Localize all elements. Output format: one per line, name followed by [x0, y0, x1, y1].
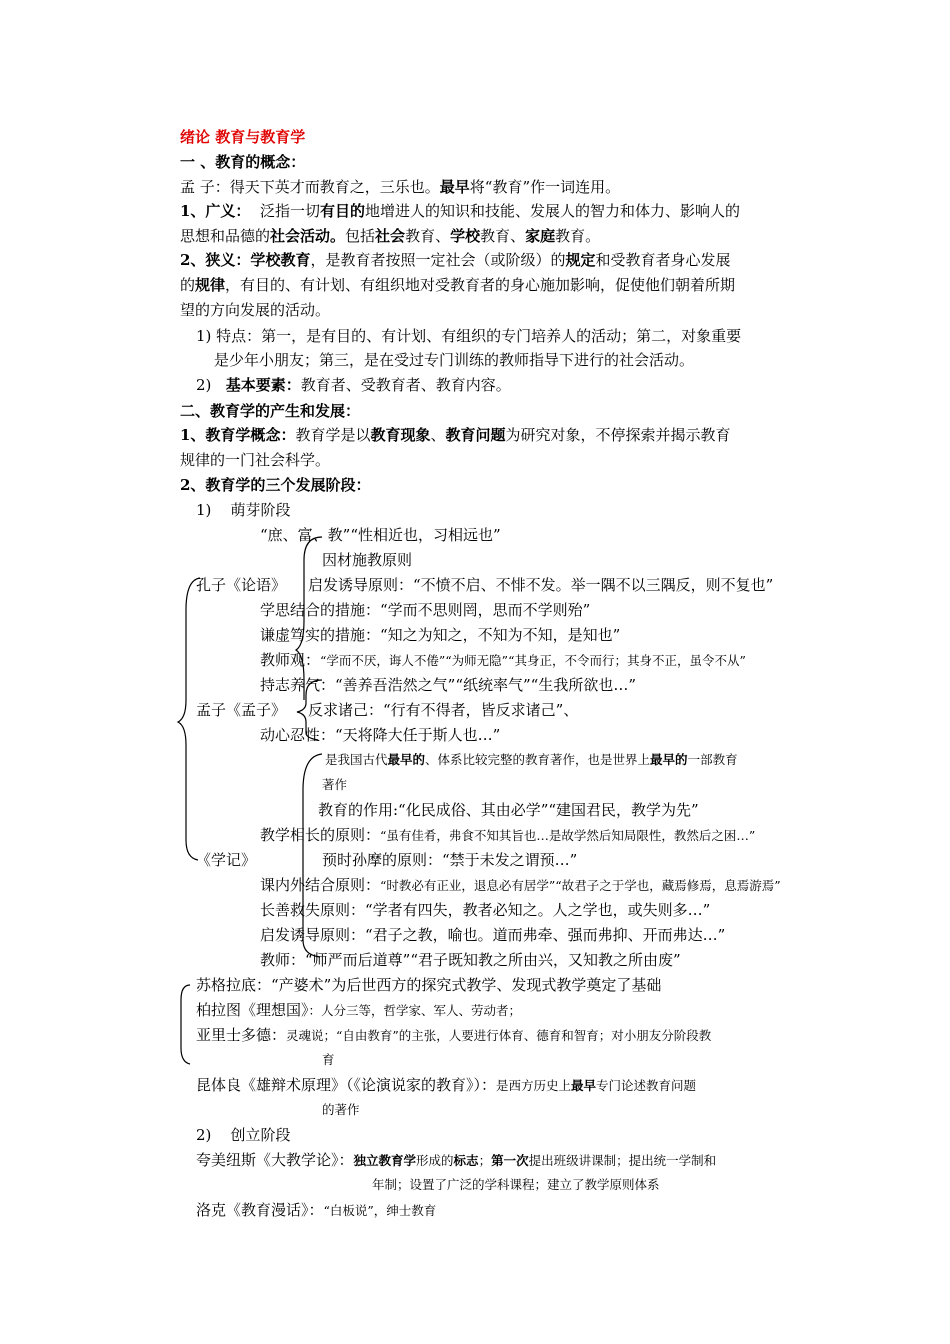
stage-1-heading: 1) 萌芽阶段: [196, 501, 291, 519]
quintilian-line: 昆体良《雄辩术原理》（《论演说家的教育》）：是西方历史上最早专门论述教育问题: [196, 1076, 697, 1094]
confucius-item-2: 因材施教原则: [322, 551, 413, 569]
quintilian-line-end: 的著作: [322, 1102, 360, 1117]
features-line-2: 是少年小朋友；第三，是在受过专门训练的教师指导下进行的社会活动。: [214, 351, 695, 369]
narrow-definition-cont: 的规律，有目的、有计划、有组织地对受教育者的身心施加影响，促使他们朝着所期: [180, 276, 736, 294]
narrow-definition-end: 望的方向发展的活动。: [180, 301, 331, 319]
confucius-teacher: 教师观：“学而不厌，诲人不倦”“为师无隐”“其身正，不令而行；其身不正，虽令不从”: [260, 651, 746, 669]
pedagogy-concept: 1、教育学概念：教育学是以教育现象、教育问题为研究对象，不停探索并揭示教育: [180, 426, 731, 444]
mengzi-item-2: 反求诸己：“行有不得者，皆反求诸己”、: [308, 701, 579, 719]
xueji-teacher: 教师：“师严而后道尊”“君子既知教之所由兴，又知教之所由废”: [260, 951, 681, 969]
comenius-line: 夸美纽斯《大教学论》：独立教育学形成的标志；第一次提出班级讲课制；提出统一学制和: [196, 1151, 717, 1169]
xueji-kenei: 课内外结合原则：“时教必有正业，退息必有居学”“故君子之于学也，藏焉修焉，息焉游焉”: [260, 876, 781, 894]
confucius-item-1: “庶、富、教”“性相近也，习相远也”: [260, 526, 501, 544]
xueji-book: 《学记》: [196, 851, 257, 869]
section-2-heading: 二、教育学的产生和发展：: [180, 402, 361, 420]
xueji-role: 教育的作用:“化民成俗、其由必学”“建国君民，教学为先”: [318, 801, 699, 819]
aristotle-line: 亚里士多德：灵魂说；“自由教育”的主张，人要进行体育、德育和智育；对小朋友分阶段教: [196, 1026, 712, 1044]
features-line-1: 1) 特点：第一，是有目的、有计划、有组织的专门培养人的活动；第二，对象重要: [196, 327, 742, 345]
pedagogy-concept-cont: 规律的一门社会科学。: [180, 451, 331, 469]
narrow-definition: 2、狭义：学校教育，是教育者按照一定社会（或阶级）的规定和受教育者身心发展: [180, 251, 731, 269]
basic-elements: 2) 基本要素：教育者、受教育者、教育内容。: [196, 376, 511, 394]
confucius-item-3: 启发诱导原则：“不愤不启、不悱不发。举一隅不以三隅反，则不复也”: [308, 576, 774, 594]
mengzi-book: 孟子《孟子》: [196, 701, 287, 719]
stage-2-heading: 2) 创立阶段: [196, 1126, 291, 1144]
socrates-line: 苏格拉底：“产婆术”为后世西方的探究式教学、发现式教学奠定了基础: [196, 976, 662, 994]
section-1-heading: 一 、教育的概念：: [180, 153, 306, 171]
confucius-item-4: 学思结合的措施：“学而不思则罔，思而不学则殆”: [260, 601, 591, 619]
mengzi-item-1: 持志养气：“善养吾浩然之气”“纸统率气”“生我所欲也…”: [260, 676, 637, 694]
xueji-status: 是我国古代最早的、体系比较完整的教育著作，也是世界上最早的一部教育: [325, 752, 738, 767]
xueji-jiaoxue: 教学相长的原则：“虽有佳肴，弗食不知其旨也…是故学然后知局限性，教然后之困…”: [260, 826, 756, 844]
mengzi-item-3: 动心忍性：“天将降大任于斯人也…”: [260, 726, 501, 744]
confucius-book: 孔子《论语》: [196, 576, 287, 594]
broad-definition: 1、广义： 泛指一切有目的地增进人的知识和技能、发展人的智力和体力、影响人的: [180, 202, 741, 220]
mencius-line: 孟 子：得天下英才而教育之，三乐也。最早将“教育”作一词连用。: [180, 178, 621, 196]
aristotle-line-end: 育: [322, 1052, 335, 1067]
locke-line: 洛克《教育漫话》：“白板说”，绅士教育: [196, 1201, 437, 1219]
page-title: 绪论 教育与教育学: [180, 128, 306, 146]
broad-definition-cont: 思想和品德的社会活动。包括社会教育、学校教育、家庭教育。: [180, 227, 601, 245]
comenius-line-end: 年制；设置了广泛的学科课程；建立了教学原则体系: [372, 1177, 660, 1192]
confucius-item-5: 谦虚笃实的措施：“知之为知之，不知为不知，是知也”: [260, 626, 621, 644]
xueji-status-end: 著作: [322, 777, 348, 792]
xueji-changshan: 长善救失原则：“学者有四失，教者必知之。人之学也，或失则多…”: [260, 901, 711, 919]
xueji-qifa: 启发诱导原则：“君子之教，喻也。道而弗牵、强而弗抑、开而弗达…”: [260, 926, 726, 944]
three-stages-heading: 2、教育学的三个发展阶段：: [180, 476, 371, 494]
brace-western: [181, 985, 190, 1064]
xueji-yushi: 预时孙摩的原则：“禁于未发之谓预…”: [322, 851, 578, 869]
plato-line: 柏拉图《理想国》：人分三等，哲学家、军人、劳动者；: [196, 1001, 522, 1019]
